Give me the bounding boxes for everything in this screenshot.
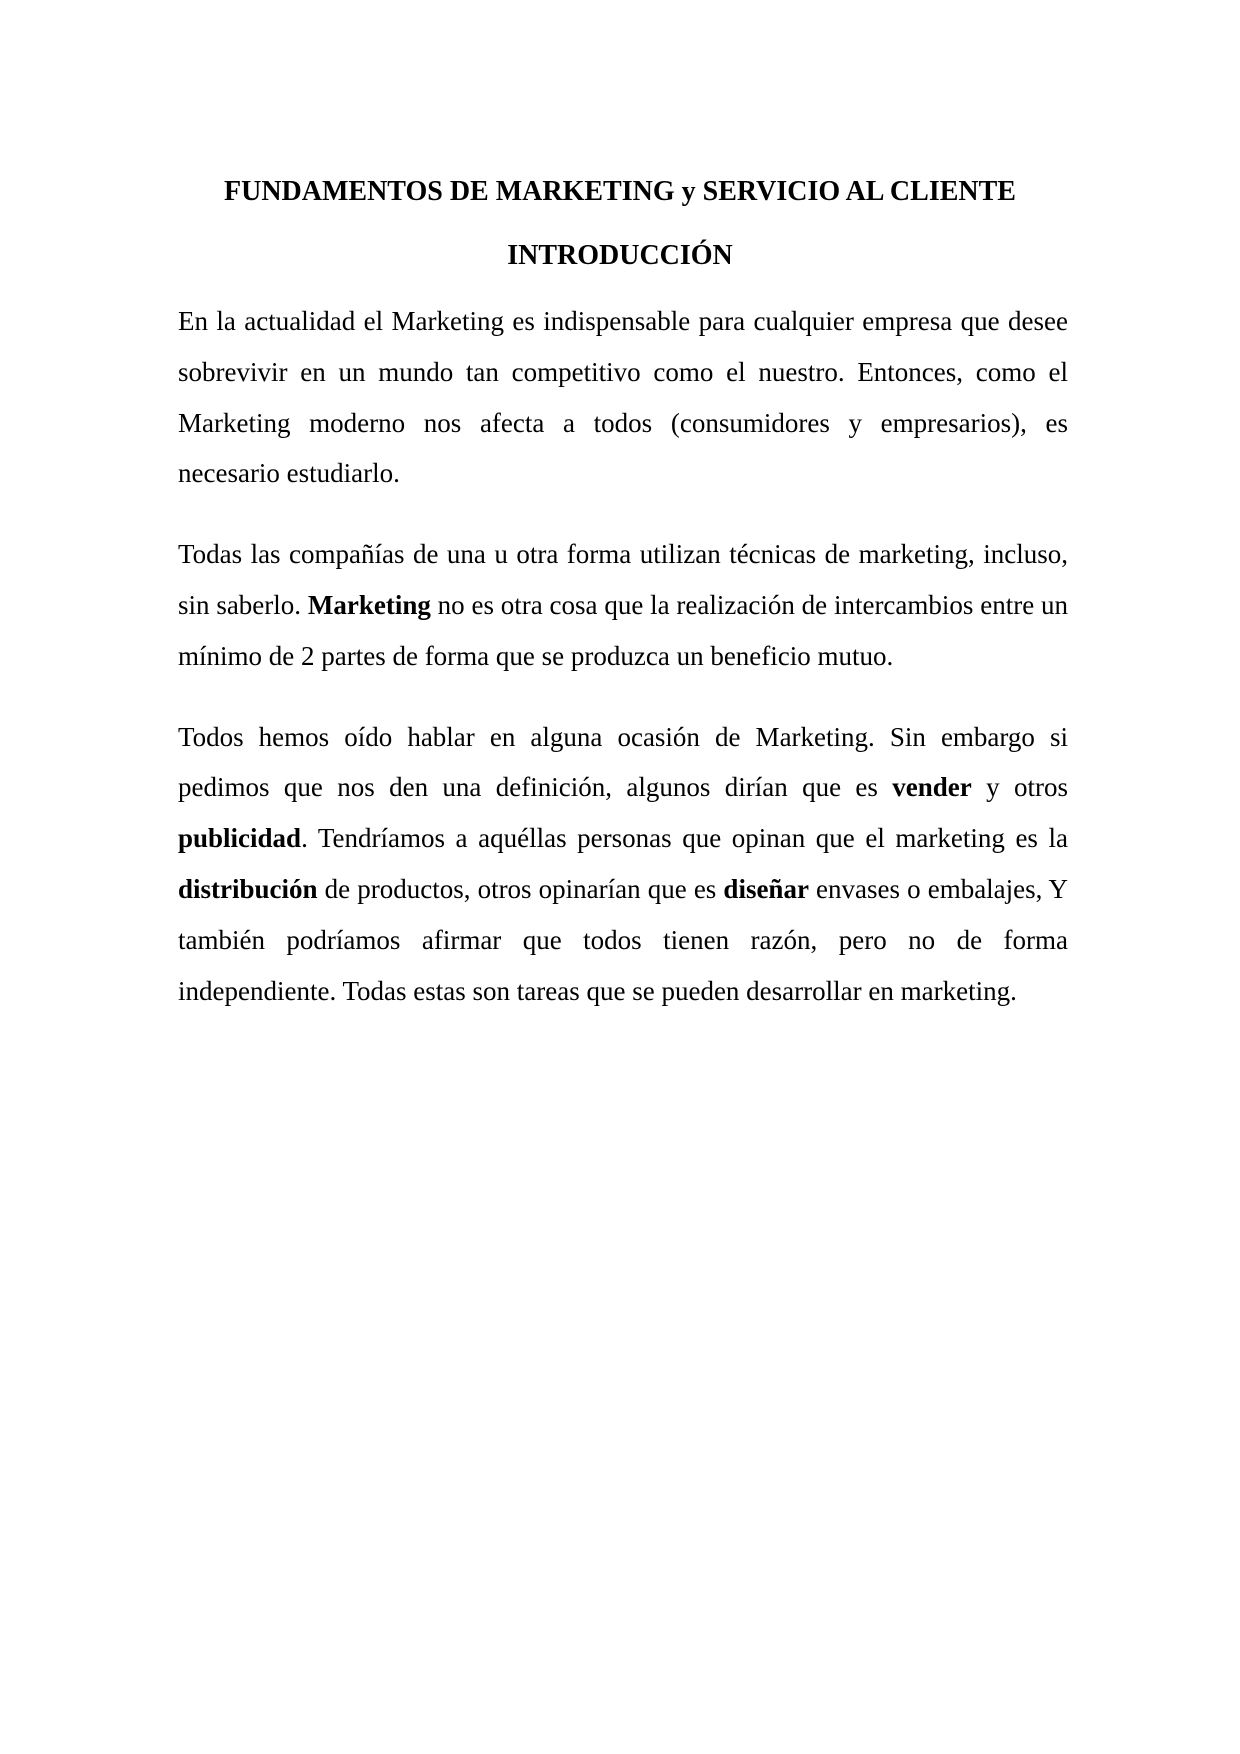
paragraph-1: En la actualidad el Marketing es indispensable para cualquier empresa que desee sobrevivir en un mundo tan competitivo como el nuestro. Entonces, como el Marketing moderno nos afecta a todos (consumidores y empresarios), es necesario estudiarlo.: [178, 306, 1068, 489]
paragraph-3-bold-vender: vender: [892, 772, 972, 803]
paragraph-3-bold-distribucion: distribución: [178, 873, 318, 904]
paragraph-3-bold-disenar: diseñar: [723, 873, 809, 904]
paragraph-2: [178, 529, 1068, 681]
document-body: [178, 296, 1068, 1046]
paragraph-2-bold-marketing: Marketing: [307, 589, 431, 620]
document-title: FUNDAMENTOS DE MARKETING y SERVICIO AL CLIENTE: [224, 176, 1016, 207]
paragraph-3-text-1: Todos hemos oído hablar en alguna ocasión de Marketing. Sin embargo si pedimos que nos den una definición, algunos dirían que es: [178, 721, 1068, 803]
paragraph-3-bold-publicidad: publicidad: [178, 823, 302, 854]
paragraph-3-text-2: y otros: [971, 772, 1068, 803]
paragraph-3: [178, 712, 1068, 1017]
paragraph-3-text-3: . Tendríamos a aquéllas personas que opinan que el marketing es la: [301, 823, 1068, 854]
paragraph-3-text-5: envases o embalajes, Y también podríamos afirmar que todos tienen razón, pero no de forma independiente. Todas estas son tareas que se pueden desarrollar en marketing.: [178, 873, 1069, 1006]
paragraph-3-text-4: de productos, otros opinarían que es: [317, 873, 724, 904]
section-heading: INTRODUCCIÓN: [507, 240, 733, 271]
paragraph-2-text-2: no es otra cosa que la realización de intercambios entre un mínimo de 2 partes de forma que se produzca un beneficio mutuo.: [178, 589, 1068, 671]
paragraph-2-text-1: Todas las compañías de una u otra forma utilizan técnicas de marketing, incluso, sin saberlo.: [178, 539, 1068, 620]
